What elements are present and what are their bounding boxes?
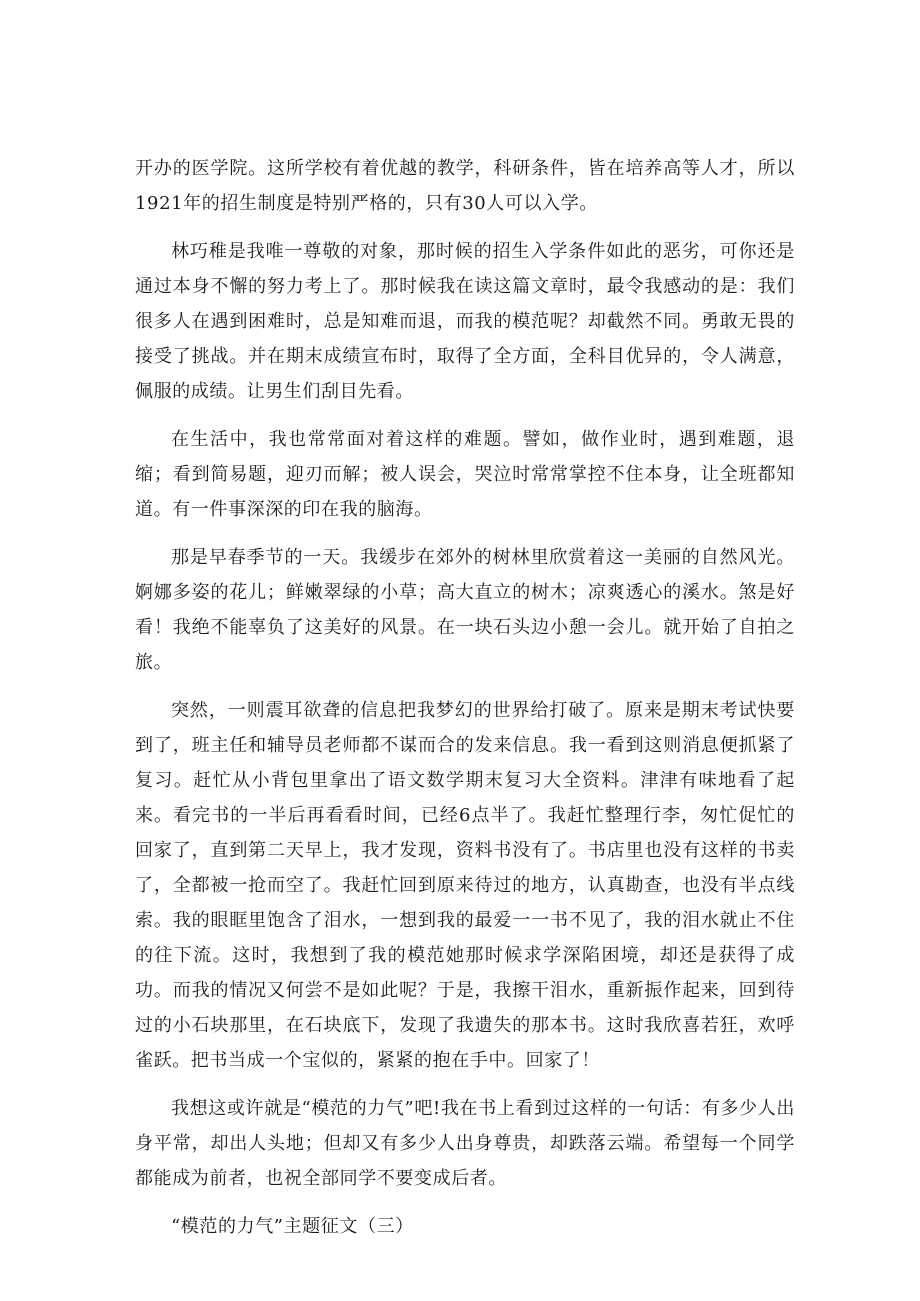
paragraph-5: 突然，一则震耳欲聋的信息把我梦幻的世界给打破了。原来是期末考试快要到了，班主任和辅导员老师都不谋而合的发来信息。我一看到这则消息便抓紧了复习。赶忙从小背包里拿出了语文数学期末复习大全资料。津津有味地看了起来。看完书的一半后再看看时间，已经6点半了。我赶忙整理行李，匆忙促忙的回家了，直到第二天早上，我才发现，资料书没有了。书店里也没有这样的书卖了，全都被一抢而空了。我赶忙回到原来待过的地方，认真勘查，也没有半点线索。我的眼眶里饱含了泪水，一想到我的最爱一一书不见了，我的泪水就止不住的往下流。这时，我想到了我的模范她那时候求学深陷困境，却还是获得了成功。而我的情况又何尝不是如此呢？于是，我擦干泪水，重新振作起来，回到待过的小石块那里，在石块底下，发现了我遗失的那本书。这时我欣喜若狂，欢呼雀跃。把书当成一个宝似的，紧紧的抱在手中。回家了！	[135, 700, 795, 1071]
section-heading: “模范的力气”主题征文（三）	[171, 1216, 414, 1237]
paragraph-2: 林巧稚是我唯一尊敬的对象，那时候的招生入学条件如此的恶劣，可你还是通过本身不懈的努力考上了。那时候我在读这篇文章时，最令我感动的是：我们很多人在遇到困难时，总是知难而退，而我的模范呢？却截然不同。勇敢无畏的接受了挑战。并在期末成绩宣布时，取得了全方面，全科目优异的，令人满意，佩服的成绩。让男生们刮目先看。	[135, 241, 795, 402]
paragraph-1: 开办的医学院。这所学校有着优越的教学，科研条件，皆在培养高等人才，所以1921年的招生制度是特别严格的，只有30人可以入学。	[135, 158, 795, 214]
paragraph-3: 在生活中，我也常常面对着这样的难题。譬如，做作业时，遇到难题，退缩；看到简易题，迎刃而解；被人误会，哭泣时常常掌控不住本身，让全班都知道。有一件事深深的印在我的脑海。	[135, 429, 795, 520]
paragraph-4: 那是早春季节的一天。我缓步在郊外的树林里欣赏着这一美丽的自然风光。婀娜多姿的花儿；鲜嫩翠绿的小草；高大直立的树木；凉爽透心的溪水。煞是好看！我绝不能辜负了这美好的风景。在一块石头边小憩一会儿。就开始了自拍之旅。	[135, 547, 795, 673]
paragraph-6: 我想这或许就是“模范的力气”吧!我在书上看到过这样的一句话：有多少人出身平常，却出人头地；但却又有多少人出身尊贵，却跌落云端。希望每一个同学都能成为前者，也祝全部同学不要变成后者。	[135, 1098, 795, 1189]
document-body	[135, 151, 795, 1244]
